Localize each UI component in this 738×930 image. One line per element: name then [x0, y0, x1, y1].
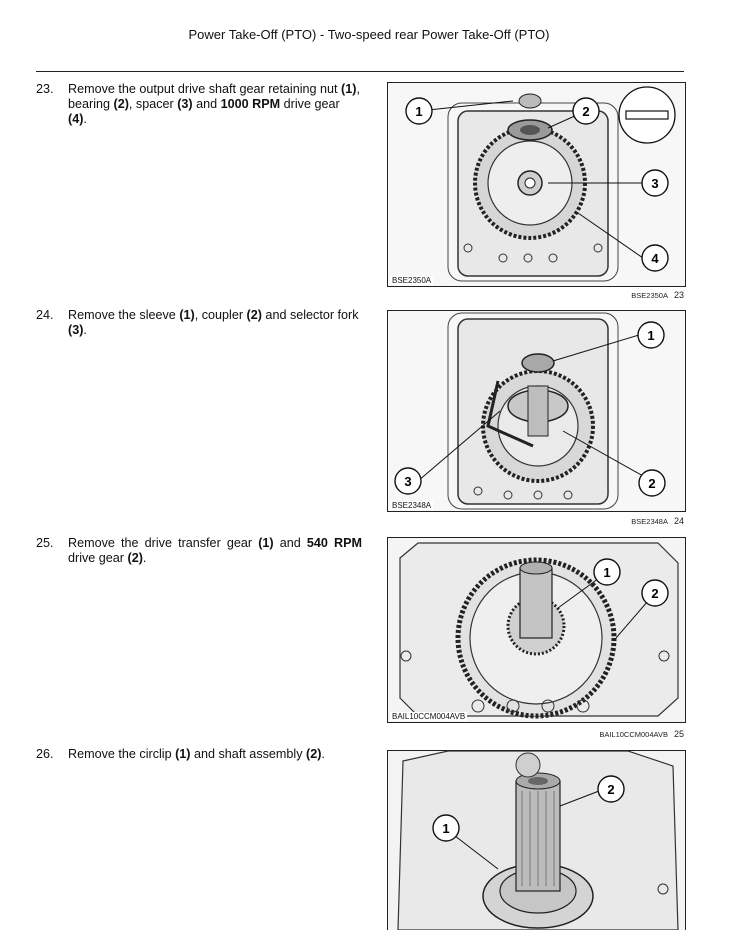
gearbox-illustration-25 — [388, 538, 685, 722]
step-number: 24. — [36, 308, 54, 322]
step-text — [68, 536, 362, 566]
callout-label: 2 — [648, 476, 656, 491]
text-run: . — [142, 551, 147, 565]
caption-code: BAIL10CCM004AVB — [599, 730, 668, 739]
page-header-title: Power Take-Off (PTO) - Two-speed rear Power Take-Off (PTO) — [188, 27, 550, 42]
callout-ref: (1) — [258, 536, 274, 550]
rpm-value: 1000 RPM — [220, 97, 281, 111]
figure-24 — [387, 310, 686, 512]
gearbox-illustration-24 — [388, 311, 685, 511]
rpm-value: 540 RPM — [306, 536, 363, 550]
figure-caption-24 — [631, 516, 684, 526]
figure-code: BAIL10CCM004AVB — [392, 712, 466, 721]
figure-caption-23 — [631, 290, 684, 300]
text-run: Remove the drive transfer gear — [68, 536, 259, 550]
callout-label: 2 — [582, 104, 590, 119]
text-run: drive gear — [280, 97, 340, 111]
figure-code: BSE2350A — [392, 276, 432, 285]
step-26 — [36, 747, 362, 762]
caption-code: BSE2348A — [631, 517, 668, 526]
step-text — [68, 747, 362, 762]
callout-ref: (1) — [175, 747, 191, 761]
step-text — [68, 308, 362, 338]
callout-ref: (2) — [127, 551, 143, 565]
figure-25 — [387, 537, 686, 723]
text-run: and selector fork — [261, 308, 359, 322]
step-number: 23. — [36, 82, 54, 96]
text-run: drive gear — [68, 551, 128, 565]
caption-number: 23 — [673, 290, 684, 300]
callout-label: 1 — [603, 565, 611, 580]
callout-ref: (2) — [113, 97, 129, 111]
callout-ref: (4) — [68, 112, 84, 126]
step-25 — [36, 536, 362, 566]
callout-label: 2 — [607, 782, 615, 797]
text-run: . — [83, 112, 87, 126]
callout-ref: (3) — [68, 323, 84, 337]
callout-label: 1 — [442, 821, 450, 836]
figure-caption-25 — [599, 729, 684, 739]
step-24 — [36, 308, 362, 338]
figure-26 — [387, 750, 686, 930]
figure-code: BSE2348A — [392, 501, 432, 510]
text-run: , bearing — [68, 82, 360, 111]
text-run: Remove the sleeve — [68, 308, 180, 322]
gearbox-illustration-23 — [388, 83, 685, 286]
text-run: and shaft assembly — [190, 747, 307, 761]
text-run: and — [192, 97, 221, 111]
caption-code: BSE2350A — [631, 291, 668, 300]
text-run: , coupler — [194, 308, 247, 322]
callout-ref: (2) — [306, 747, 322, 761]
text-run: , spacer — [128, 97, 178, 111]
callout-label: 1 — [647, 328, 655, 343]
callout-ref: (1) — [179, 308, 195, 322]
callout-label: 4 — [651, 251, 659, 266]
step-number: 26. — [36, 747, 54, 761]
step-23 — [36, 82, 362, 127]
step-number: 25. — [36, 536, 54, 550]
callout-label: 2 — [651, 586, 659, 601]
text-run: and — [273, 536, 307, 550]
text-run: . — [321, 747, 325, 761]
step-text — [68, 82, 362, 127]
callout-label: 3 — [404, 474, 412, 489]
caption-number: 24 — [673, 516, 684, 526]
callout-label: 3 — [651, 176, 659, 191]
gearbox-illustration-26 — [388, 751, 685, 930]
callout-label: 1 — [415, 104, 423, 119]
text-run: . — [83, 323, 87, 337]
figure-23 — [387, 82, 686, 287]
text-run: Remove the circlip — [68, 747, 176, 761]
callout-ref: (2) — [246, 308, 262, 322]
callout-ref: (1) — [341, 82, 357, 96]
callout-ref: (3) — [177, 97, 193, 111]
caption-number: 25 — [673, 729, 684, 739]
text-run: Remove the output drive shaft gear retaining nut — [68, 82, 342, 96]
header-rule — [36, 71, 684, 72]
